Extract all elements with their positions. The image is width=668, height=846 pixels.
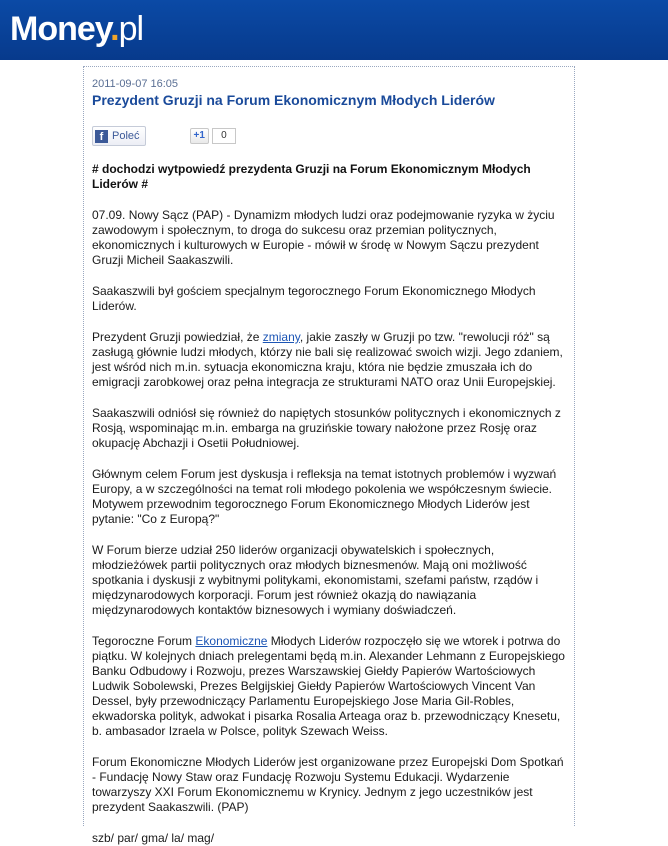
paragraph-7 bbox=[92, 634, 566, 739]
gplus-button[interactable]: +1 bbox=[190, 128, 209, 144]
logo-main: Money bbox=[10, 10, 111, 48]
logo-dot: . bbox=[110, 10, 119, 48]
paragraph-4: Saakaszwili odniósł się również do napiętych stosunków politycznych i ekonomicznych z Rosją, wspominając m.in. embarga na gruzińskie towary nałożone przez Rosję oraz okupację Abchazji i Osetii Południowej. bbox=[92, 406, 561, 450]
paragraph-1: 07.09. Nowy Sącz (PAP) - Dynamizm młodych ludzi oraz podejmowanie ryzyka w życiu zawodowym i społecznym, to droga do sukcesu oraz przemian politycznych, ekonomicznych i kulturowych w Europie - mówił w środę w Nowym Sączu prezydent Gruzji Micheil Saakaszwili. bbox=[92, 208, 555, 267]
facebook-recommend-button[interactable] bbox=[92, 126, 146, 146]
paragraph-6: W Forum bierze udział 250 liderów organizacji obywatelskich i społecznych, młodzieżówek partii politycznych oraz młodych biznesmenów. Mają oni możliwość spotkania i dyskusji z wybitnymi politykami, ekonomistami, szefami państw, rządów i międzynarodowych korporacji. Forum jest również okazją do nawiązania międzynarodowych kontaktów biznesowych i wymiany doświadczeń. bbox=[92, 543, 539, 617]
paragraph-3-text-b: , jakie zaszły w Gruzji po tzw. "rewolucji róż" są zasługą głównie ludzi młodych, którzy nie bali się realizować swoich wizji. Jego zdaniem, jest wśród nich m.in. sytuacja ekonomiczna kraju, która nie będzie zmuszała ich do emigracji zarobkowej oraz pełna integracja ze strukturami NATO oraz Unii Europejskiej. bbox=[92, 330, 563, 389]
money-pl-logo[interactable] bbox=[10, 9, 143, 49]
gplus-count: 0 bbox=[212, 128, 236, 144]
article-title: Prezydent Gruzji na Forum Ekonomicznym Młodych Liderów bbox=[92, 92, 495, 108]
article-date: 2011-09-07 16:05 bbox=[92, 78, 179, 90]
gplus-widget bbox=[190, 128, 236, 144]
article-lead: # dochodzi wytpowiedź prezydenta Gruzji na Forum Ekonomicznym Młodych Liderów # bbox=[92, 162, 531, 191]
paragraph-3 bbox=[92, 330, 566, 390]
logo-suffix: pl bbox=[118, 10, 144, 48]
paragraph-8: Forum Ekonomiczne Młodych Liderów jest organizowane przez Europejski Dom Spotkań - Fundację Nowy Staw oraz Fundację Rozwoju Systemu Edukacji. Wydarzenie towarzyszy XXI Forum Ekonomicznemu w Krynicy. Jednym z jego uczestników jest prezydent Saakaszwili. (PAP) bbox=[92, 755, 564, 814]
site-header bbox=[0, 0, 668, 60]
article-container bbox=[83, 66, 575, 845]
paragraph-5: Głównym celem Forum jest dyskusja i refleksja na temat istotnych problemów i wyzwań Europy, a w szczególności na temat roli młodego pokolenia we współczesnym świecie. Motywem przewodnim tegorocznego Forum Ekonomicznego Młodych Liderów jest pytanie: "Co z Europą?" bbox=[92, 467, 557, 526]
link-ekonomiczne[interactable]: Ekonomiczne bbox=[195, 634, 268, 648]
facebook-recommend-label: Poleć bbox=[112, 130, 140, 142]
social-bar bbox=[92, 125, 566, 147]
paragraph-3-text-a: Prezydent Gruzji powiedział, że bbox=[92, 330, 263, 344]
paragraph-2: Saakaszwili był gościem specjalnym tegorocznego Forum Ekonomicznego Młodych Liderów. bbox=[92, 284, 536, 313]
paragraph-7-text-a: Tegoroczne Forum bbox=[92, 634, 196, 648]
link-zmiany[interactable]: zmiany bbox=[262, 330, 300, 344]
facebook-icon: f bbox=[95, 130, 108, 143]
article-signature: szb/ par/ gma/ la/ mag/ bbox=[92, 831, 215, 845]
paragraph-7-text-b: Młodych Liderów rozpoczęło się we wtorek i potrwa do piątku. W kolejnych dniach prelegentami będą m.in. Alexander Lehmann z Europejskiego Banku Odbudowy i Rozwoju, prezes Warszawskiej Giełdy Papierów Wartościowych Ludwik Sobolewski, Prezes Belgijskiej Giełdy Papierów Wartościowych Vincent Van Dessel, były przewodniczący Parlamentu Europejskiego Jose Maria Gil-Robles, ekwadorska polityk, adwokat i pisarka Rosalia Arteaga oraz b. przewodniczący Knesetu, b. ambasador Izraela w Polsce, polityk Szewach Weiss. bbox=[92, 634, 565, 738]
